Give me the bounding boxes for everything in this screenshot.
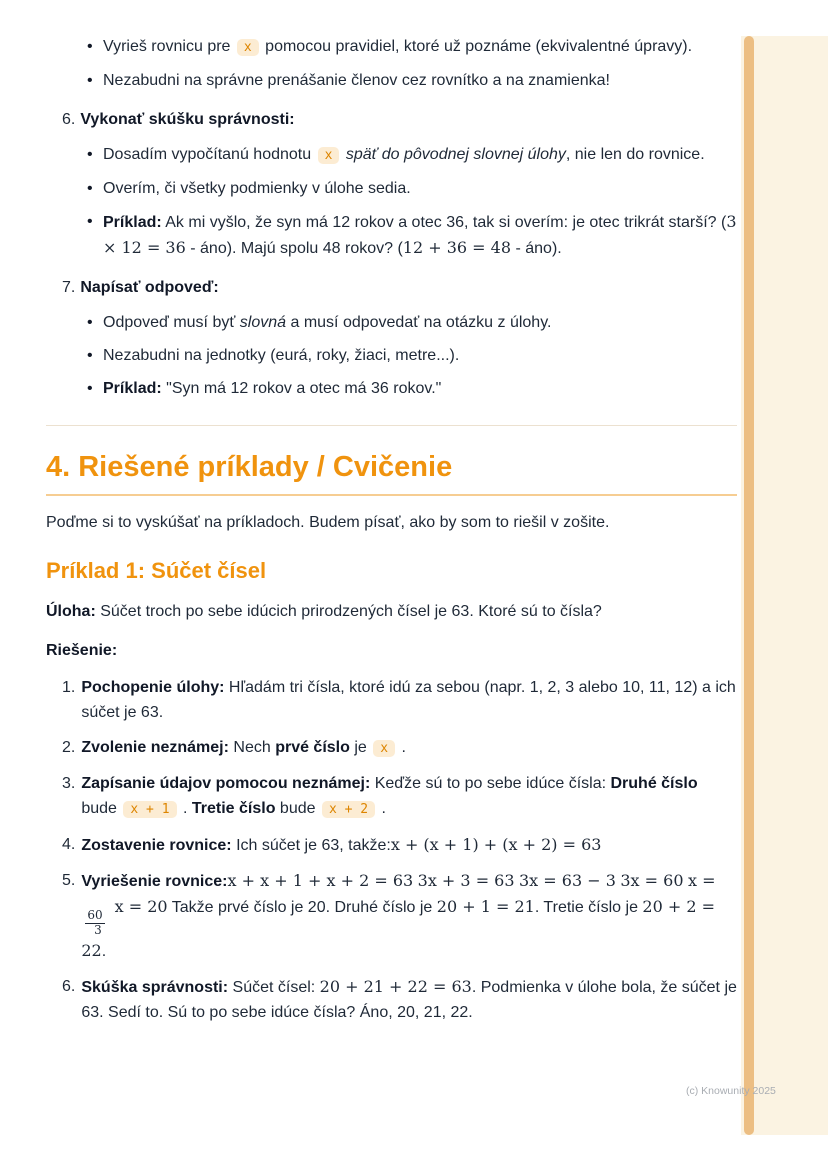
step-text <box>81 974 737 1025</box>
step-text <box>81 735 737 761</box>
bullet-item <box>46 343 737 368</box>
text-segment: bude <box>275 800 320 817</box>
bullet-text <box>103 34 737 60</box>
text-segment: 3 × 12 = 36 <box>103 212 737 257</box>
bullet-text <box>103 68 737 93</box>
solution-step <box>46 771 737 822</box>
solution-step <box>46 832 737 858</box>
bullet-item <box>46 310 737 335</box>
step-text <box>81 868 737 964</box>
text-segment: 20 + 1 = 21 <box>436 897 535 916</box>
text-segment: 20 + 21 + 22 = 63 <box>319 976 472 996</box>
text-segment: "Syn má 12 rokov a otec má 36 rokov." <box>161 380 442 397</box>
numbered-item-6 <box>46 107 737 132</box>
text-segment: 20 + 2 = 22 <box>81 897 716 960</box>
step-number: 1. <box>62 679 76 696</box>
text-segment: Odpoveď musí byť <box>103 314 240 331</box>
text-segment: Súčet čísel: <box>228 978 320 996</box>
solution-step <box>46 868 737 964</box>
text-segment: . <box>397 739 406 756</box>
item-7-bullet-list <box>46 310 737 401</box>
step-number: 6. <box>62 977 76 995</box>
bullet-text <box>103 376 737 401</box>
step-number: 2. <box>62 739 76 756</box>
math-fraction: $\frac{60}{3}$ <box>87 908 103 937</box>
step-number: 3. <box>62 775 76 792</box>
text-segment: slovná <box>239 314 287 331</box>
intro-paragraph: Poďme si to vyskúšať na príkladoch. Budem písať, ako by som to riešil v zošite. <box>46 514 610 531</box>
solution-step <box>46 735 737 761</box>
bullet-item <box>46 376 737 401</box>
text-segment: Príklad: <box>103 214 162 231</box>
text-segment: . <box>178 800 192 817</box>
item-title: Vykonať skúšku správnosti: <box>80 111 295 128</box>
page-edge-strip <box>741 36 828 1135</box>
task-paragraph <box>46 599 737 624</box>
text-segment: Overím, či všetky podmienky v úlohe sedia. <box>103 180 411 197</box>
text-segment: - áno). Majú spolu 48 rokov? ( <box>185 240 403 257</box>
text-segment: . <box>101 942 107 960</box>
item-number: 7. <box>62 279 76 296</box>
text-segment: Súčet troch po sebe idúcich prirodzených čísel je 63. Ktoré sú to čísla? <box>95 603 602 620</box>
bullet-text <box>103 142 737 168</box>
inline-code-chip: x <box>318 147 340 164</box>
watermark: (c) Knowunity 2025 <box>686 1085 776 1097</box>
text-segment: Nech <box>228 739 276 756</box>
bullet-item <box>46 176 737 201</box>
text-segment: 3x + 3 = 63 <box>417 871 515 890</box>
text-segment: , nie len do rovnice. <box>565 146 705 163</box>
text-segment: pomocou pravidiel, ktoré už poznáme (ekvivalentné úpravy). <box>260 38 693 55</box>
text-segment: Príklad: <box>103 380 162 397</box>
text-segment: Pochopenie úlohy: <box>81 679 225 696</box>
bullet-item <box>46 142 737 168</box>
bullet-text <box>103 176 737 201</box>
step-text <box>81 771 737 822</box>
text-segment: Skúška správnosti: <box>81 978 229 996</box>
text-segment: x = <box>687 871 716 890</box>
section-heading: 4. Riešené príklady / Cvičenie <box>46 450 737 496</box>
text-segment: Riešenie: <box>46 642 118 659</box>
text-segment: bude <box>81 800 122 817</box>
text-segment: Ak mi vyšlo, že syn má 12 rokov a otec 36, tak si overím: je otec trikrát starší? ( <box>161 214 727 231</box>
text-segment: x + (x + 1) + (x + 2) = 63 <box>390 835 602 854</box>
text-segment: x + x + 1 + x + 2 = 63 <box>227 871 414 890</box>
text-segment: Zapísanie údajov pomocou neznámej: <box>81 775 371 792</box>
inline-code-chip: x <box>237 39 259 56</box>
step-number: 5. <box>62 872 76 889</box>
inline-code-chip: x <box>373 740 395 757</box>
section-divider <box>46 425 737 426</box>
text-segment: prvé číslo <box>275 739 350 756</box>
text-segment: . Tretie číslo je <box>534 899 643 916</box>
text-segment: Nezabudni na jednotky (eurá, roky, žiaci, metre...). <box>103 347 460 364</box>
text-segment: Vyriešenie rovnice: <box>81 873 228 890</box>
text-segment: . Podmienka v úlohe bola, že súčet je 63. Sedí to. Sú to po sebe idúce čísla? Áno, 20, 21, 22. <box>81 978 737 1021</box>
bullet-text <box>103 209 737 261</box>
text-segment: späť do pôvodnej slovnej úlohy <box>341 146 566 163</box>
text-segment: Hľadám tri čísla, ktoré idú za sebou (napr. 1, 2, 3 alebo 10, 11, 12) a ich súčet je 63. <box>81 679 736 721</box>
text-segment: Zvolenie neznámej: <box>81 739 229 756</box>
text-segment: Nezabudni na správne prenášanie členov cez rovnítko a na znamienka! <box>103 72 610 89</box>
text-segment: Úloha: <box>46 603 96 620</box>
text-segment: 3x = 63 − 3 <box>519 871 616 890</box>
text-segment: 12 + 36 = 48 <box>402 238 512 257</box>
text-segment: Druhé číslo <box>610 775 698 792</box>
text-segment: 3x = 60 <box>620 871 684 890</box>
text-segment: Dosadím vypočítanú hodnotu <box>103 146 316 163</box>
text-segment: je <box>349 739 372 756</box>
text-segment: Ich súčet je 63, takže: <box>231 837 391 854</box>
scrollbar[interactable] <box>744 36 754 1135</box>
step-number: 4. <box>62 836 76 853</box>
bullet-text <box>103 343 737 368</box>
bullet-item <box>46 68 737 93</box>
bullet-item <box>46 34 737 60</box>
bullet-text <box>103 310 737 335</box>
text-segment: a musí odpovedať na otázku z úlohy. <box>286 314 552 331</box>
text-segment: . <box>377 800 386 817</box>
text-segment: Vyrieš rovnicu pre <box>103 38 235 55</box>
solution-steps-list <box>46 675 737 1025</box>
example-heading: Príklad 1: Súčet čísel <box>46 558 267 583</box>
step-text <box>81 675 737 725</box>
text-segment: Takže prvé číslo je 20. Druhé číslo je <box>167 899 437 916</box>
text-segment: x = 20 <box>114 897 168 916</box>
text-segment: Keďže sú to po sebe idúce čísla: <box>370 775 611 792</box>
inline-code-chip: x + 1 <box>123 801 176 818</box>
numbered-item-7 <box>46 275 737 300</box>
item-number: 6. <box>62 111 76 128</box>
text-segment: - áno). <box>511 240 562 257</box>
inline-code-chip: x + 2 <box>322 801 375 818</box>
item-title: Napísať odpoveď: <box>80 279 219 296</box>
step-text <box>81 832 737 858</box>
top-bullet-list <box>46 34 737 93</box>
bullet-item <box>46 209 737 261</box>
item-6-bullet-list <box>46 142 737 261</box>
text-segment: Tretie číslo <box>191 800 276 817</box>
solution-step <box>46 675 737 725</box>
text-segment: Zostavenie rovnice: <box>81 837 232 854</box>
document-content <box>46 34 737 1035</box>
solution-label <box>46 638 737 663</box>
solution-step <box>46 974 737 1025</box>
